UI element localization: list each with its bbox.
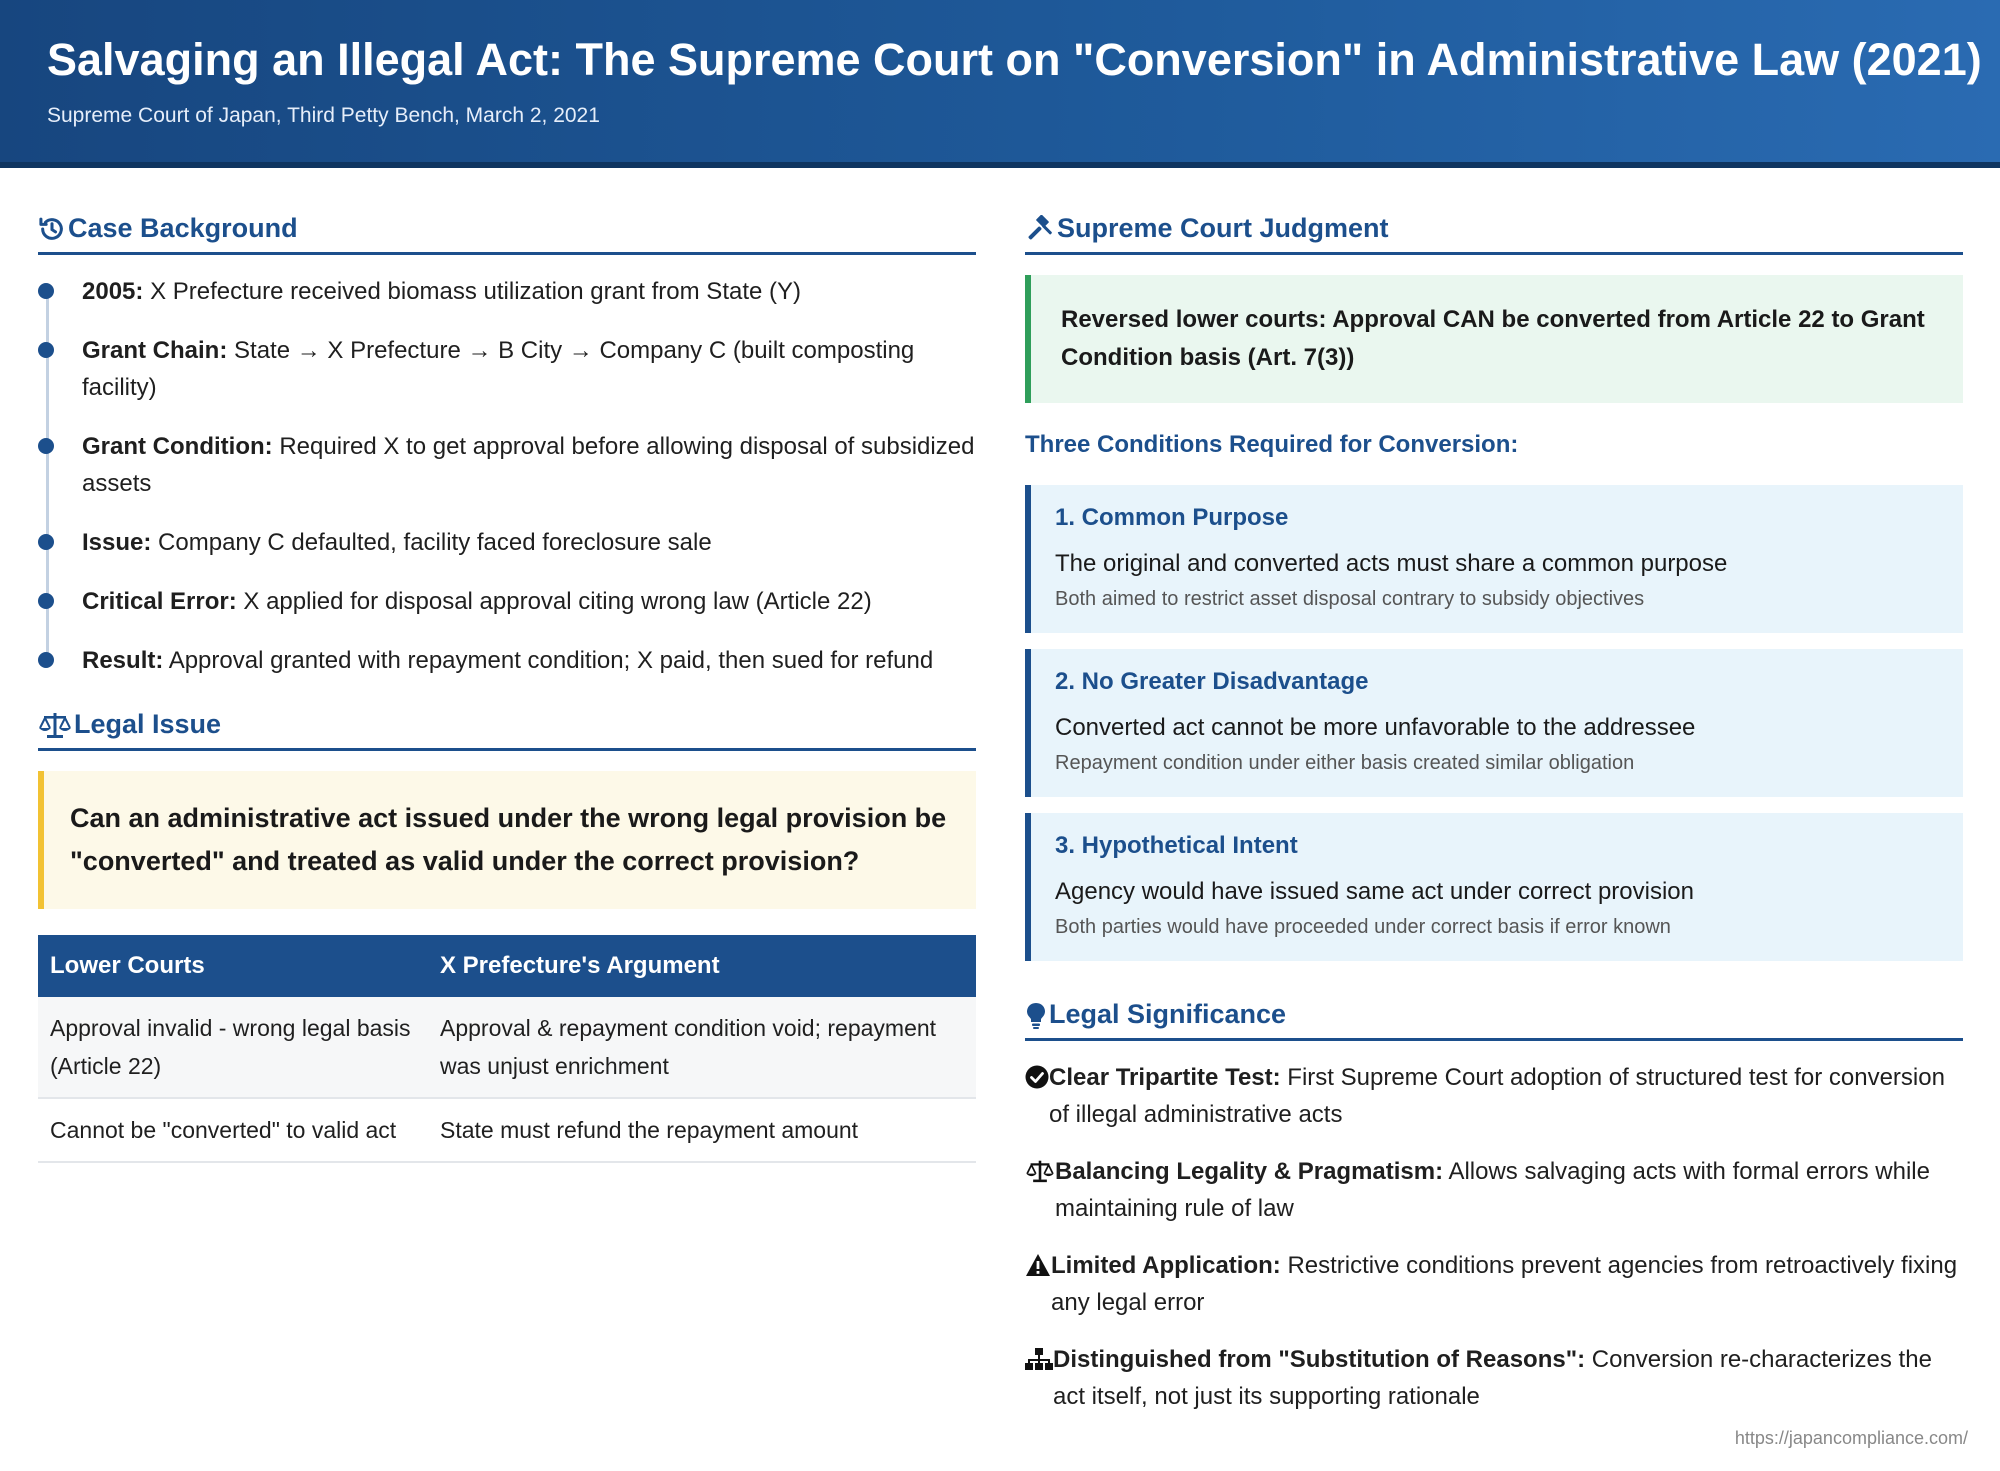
timeline-label: Grant Chain: bbox=[82, 337, 228, 364]
condition-title: 1. Common Purpose bbox=[1055, 504, 1289, 531]
column-header: Lower Courts bbox=[38, 935, 428, 997]
list-item bbox=[1025, 1153, 1963, 1227]
arguments-table bbox=[38, 935, 976, 1163]
list-item bbox=[1025, 1341, 1963, 1415]
condition-card bbox=[1025, 485, 1963, 633]
check-circle-icon bbox=[1025, 1065, 1049, 1089]
significance-list bbox=[1025, 1059, 1963, 1415]
condition-note: Repayment condition under either basis created similar obligation bbox=[1055, 752, 1635, 774]
significance-label: Limited Application: bbox=[1051, 1252, 1281, 1279]
condition-description: Agency would have issued same act under correct provision bbox=[1055, 878, 1694, 905]
timeline-text: X Prefecture received biomass utilization grant from State (Y) bbox=[150, 278, 802, 305]
condition-title: 2. No Greater Disadvantage bbox=[1055, 668, 1369, 695]
legal-issue-title: Legal Issue bbox=[74, 709, 222, 739]
timeline-item bbox=[82, 428, 976, 502]
timeline-text: Required X to get approval before allowing disposal of subsidized assets bbox=[82, 433, 975, 497]
conditions-heading: Three Conditions Required for Conversion: bbox=[1025, 431, 1519, 458]
significance-label: Distinguished from "Substitution of Reasons": bbox=[1053, 1346, 1586, 1373]
footer-url: https://japancompliance.com/ bbox=[1734, 1428, 1968, 1448]
condition-title: 3. Hypothetical Intent bbox=[1055, 832, 1298, 859]
condition-card bbox=[1025, 649, 1963, 797]
legal-issue-heading bbox=[38, 701, 976, 751]
significance-text: Allows salvaging acts with formal errors while maintaining rule of law bbox=[1055, 1158, 1930, 1222]
warning-icon bbox=[1025, 1253, 1051, 1277]
page-title: Salvaging an Illegal Act: The Supreme Court on "Conversion" in Administrative Law (2021) bbox=[47, 34, 1982, 85]
table-cell: State must refund the repayment amount bbox=[428, 1098, 976, 1162]
table-row bbox=[38, 997, 976, 1098]
significance-label: Clear Tripartite Test: bbox=[1049, 1064, 1281, 1091]
gavel-icon bbox=[1025, 215, 1055, 243]
condition-note: Both aimed to restrict asset disposal contrary to subsidy objectives bbox=[1055, 588, 1645, 610]
column-header: X Prefecture's Argument bbox=[428, 935, 976, 997]
page-header bbox=[0, 0, 2000, 168]
significance-label: Balancing Legality & Pragmatism: bbox=[1055, 1158, 1444, 1185]
history-icon bbox=[38, 215, 66, 243]
judgment-title: Supreme Court Judgment bbox=[1057, 213, 1389, 243]
timeline-label: Grant Condition: bbox=[82, 433, 273, 460]
condition-description: Converted act cannot be more unfavorable to the addressee bbox=[1055, 714, 1696, 741]
timeline-label: Result: bbox=[82, 647, 164, 674]
timeline-text: Approval granted with repayment condition; X paid, then sued for refund bbox=[168, 647, 934, 674]
significance-heading bbox=[1025, 991, 1963, 1041]
table-row bbox=[38, 1098, 976, 1162]
table-cell: Approval & repayment condition void; repayment was unjust enrichment bbox=[428, 997, 976, 1098]
sitemap-icon bbox=[1025, 1347, 1053, 1371]
table-cell: Cannot be "converted" to valid act bbox=[38, 1098, 428, 1162]
case-background-heading bbox=[38, 205, 976, 255]
lightbulb-icon bbox=[1025, 1001, 1047, 1029]
timeline-item bbox=[82, 273, 976, 310]
timeline-text: Company C defaulted, facility faced foreclosure sale bbox=[158, 529, 712, 556]
significance-text: Restrictive conditions prevent agencies from retroactively fixing any legal error bbox=[1051, 1252, 1958, 1316]
scale-icon bbox=[38, 711, 72, 739]
table-header-row bbox=[38, 935, 976, 997]
list-item bbox=[1025, 1247, 1963, 1321]
significance-text: First Supreme Court adoption of structured test for conversion of illegal administrative acts bbox=[1049, 1064, 1945, 1128]
timeline-item bbox=[82, 583, 976, 620]
timeline-text: X applied for disposal approval citing wrong law (Article 22) bbox=[243, 588, 872, 615]
condition-card bbox=[1025, 813, 1963, 961]
significance-text: Conversion re-characterizes the act itself, not just its supporting rationale bbox=[1053, 1346, 1932, 1410]
scale-icon bbox=[1025, 1159, 1055, 1183]
timeline-label: Critical Error: bbox=[82, 588, 237, 615]
timeline-item bbox=[82, 642, 976, 679]
timeline-text: State → X Prefecture → B City → Company C (built composting facility) bbox=[82, 337, 915, 401]
condition-note: Both parties would have proceeded under correct basis if error known bbox=[1055, 916, 1671, 938]
condition-description: The original and converted acts must share a common purpose bbox=[1055, 550, 1728, 577]
case-background-title: Case Background bbox=[68, 213, 298, 243]
significance-title: Legal Significance bbox=[1049, 999, 1287, 1029]
list-item bbox=[1025, 1059, 1963, 1133]
judgment-heading bbox=[1025, 205, 1963, 255]
case-timeline bbox=[38, 273, 976, 679]
timeline-item bbox=[82, 524, 976, 561]
table-cell: Approval invalid - wrong legal basis (Article 22) bbox=[38, 997, 428, 1098]
timeline-label: Issue: bbox=[82, 529, 152, 556]
court-holding: Reversed lower courts: Approval CAN be converted from Article 22 to Grant Condition basis (Art. 7(3)) bbox=[1025, 275, 1963, 403]
timeline-item bbox=[82, 332, 976, 406]
right-column bbox=[1025, 205, 1963, 1435]
left-column bbox=[38, 205, 976, 1163]
timeline-label: 2005: bbox=[82, 278, 144, 305]
page-subtitle: Supreme Court of Japan, Third Petty Bench, March 2, 2021 bbox=[47, 104, 600, 127]
legal-question: Can an administrative act issued under the wrong legal provision be "converted" and treated as valid under the correct provision? bbox=[38, 771, 976, 909]
